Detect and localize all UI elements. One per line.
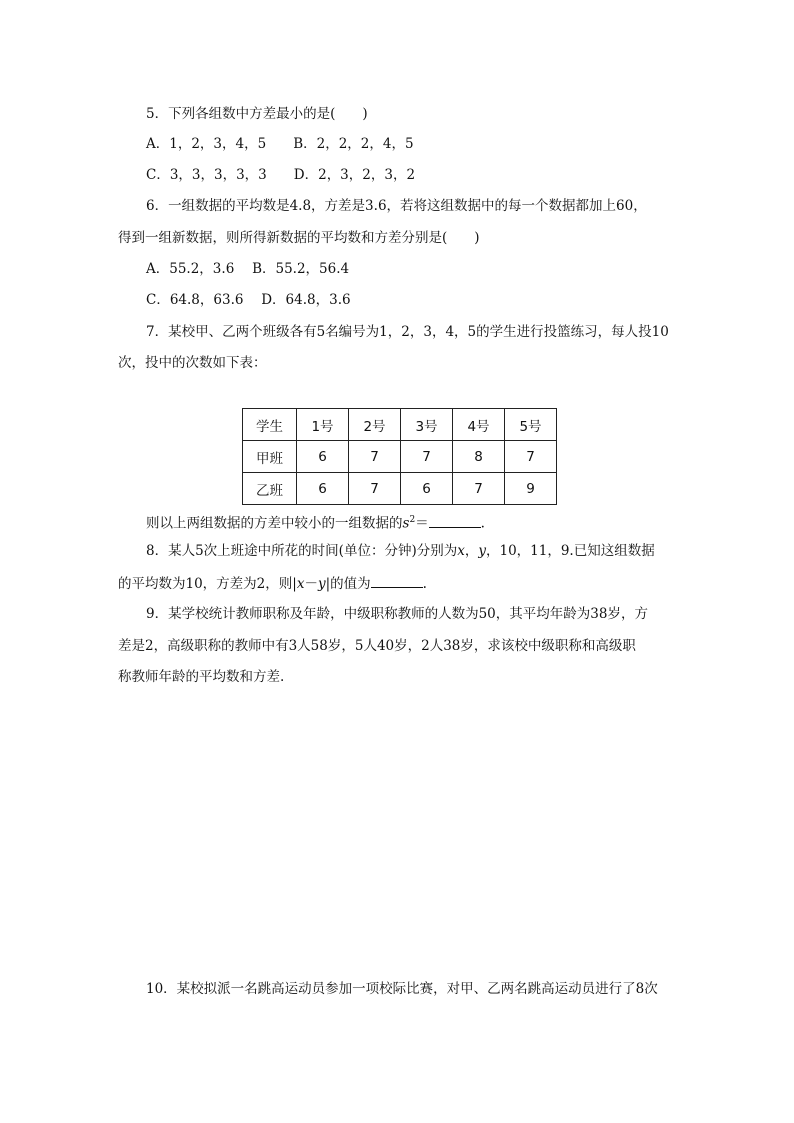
table-header-row xyxy=(243,409,557,441)
q7-answer-line xyxy=(146,510,485,534)
q9-line-3: 称教师年龄的平均数和方差. xyxy=(118,669,285,685)
table-row xyxy=(243,441,557,473)
variance-exponent: 2 xyxy=(409,515,416,525)
table-cell: 乙班 xyxy=(243,473,297,505)
table-cell: 6 xyxy=(401,473,453,505)
table-header-cell: 1号 xyxy=(297,409,349,441)
q6-stem-line-2: 得到一组新数据，则所得新数据的平均数和方差分别是( ) xyxy=(118,230,480,246)
scores-table xyxy=(242,408,557,505)
table-header-cell: 4号 xyxy=(453,409,505,441)
q8-stem-text-3: 的平均数为10，方差为2，则| xyxy=(118,576,297,592)
q7-stem-line-2: 次，投中的次数如下表： xyxy=(118,355,267,371)
variance-symbol: s xyxy=(402,515,410,532)
abs-var-x: x xyxy=(296,576,305,592)
table-cell: 7 xyxy=(453,473,505,505)
var-y: y xyxy=(478,543,486,559)
table-cell: 6 xyxy=(297,441,349,473)
q8-answer-blank[interactable] xyxy=(371,573,423,588)
table-cell: 7 xyxy=(505,441,557,473)
q8-stem-line-2 xyxy=(118,573,427,594)
table-cell: 7 xyxy=(401,441,453,473)
q5-stem: 5．下列各组数中方差最小的是( ) xyxy=(146,106,368,122)
table-cell: 7 xyxy=(349,441,401,473)
table-cell: 8 xyxy=(453,441,505,473)
table-cell: 甲班 xyxy=(243,441,297,473)
q10-line-1: 10．某校拟派一名跳高运动员参加一项校际比赛，对甲、乙两名跳高运动员进行了8次 xyxy=(146,981,658,997)
q8-stem-line-1 xyxy=(146,541,655,561)
q7-answer-prefix: 则以上两组数据的方差中较小的一组数据的 xyxy=(146,515,403,532)
q7-stem-line-1: 7．某校甲、乙两个班级各有5名编号为1，2，3，4，5的学生进行投篮练习，每人投10 xyxy=(146,324,669,340)
q6-stem-line-1: 6．一组数据的平均数是4.8，方差是3.6，若将这组数据中的每一个数据都加上60， xyxy=(146,198,647,214)
q7-answer-end: . xyxy=(480,515,485,532)
table-cell: 7 xyxy=(349,473,401,505)
table-header-cell: 5号 xyxy=(505,409,557,441)
table-header-cell: 2号 xyxy=(349,409,401,441)
table-cell: 6 xyxy=(297,473,349,505)
minus-sign: － xyxy=(304,576,318,592)
table-cell: 9 xyxy=(505,473,557,505)
q5-options-ab: A．1，2，3，4，5 B．2，2，2，4，5 xyxy=(146,136,414,152)
table-header-cell: 3号 xyxy=(401,409,453,441)
q5-options-cd: C．3，3，3，3，3 D．2，3，2，3，2 xyxy=(146,167,416,183)
q6-options-cd: C．64.8，63.6 D．64.8，3.6 xyxy=(146,292,351,308)
q7-answer-blank[interactable] xyxy=(429,513,481,528)
abs-var-y: y xyxy=(317,576,326,592)
table-header-cell: 学生 xyxy=(243,409,297,441)
table-row xyxy=(243,473,557,505)
comma: ， xyxy=(464,543,479,559)
equals-sign: ＝ xyxy=(415,515,429,532)
var-x: x xyxy=(457,543,465,559)
q8-stem-text: 8．某人5次上班途中所花的时间(单位：分钟)分别为 xyxy=(146,543,458,559)
q6-options-ab: A．55.2，3.6 B．55.2，56.4 xyxy=(146,261,350,277)
q8-stem-end: . xyxy=(422,576,427,592)
q9-line-1: 9．某学校统计教师职称及年龄，中级职称教师的人数为50，其平均年龄为38岁，方 xyxy=(146,606,648,622)
q8-stem-text-4: |的值为 xyxy=(325,576,371,592)
q9-line-2: 差是2，高级职称的教师中有3人58岁，5人40岁，2人38岁，求该校中级职称和高级职 xyxy=(118,638,636,654)
q8-stem-text-2: ，10，11，9.已知这组数据 xyxy=(485,543,655,559)
